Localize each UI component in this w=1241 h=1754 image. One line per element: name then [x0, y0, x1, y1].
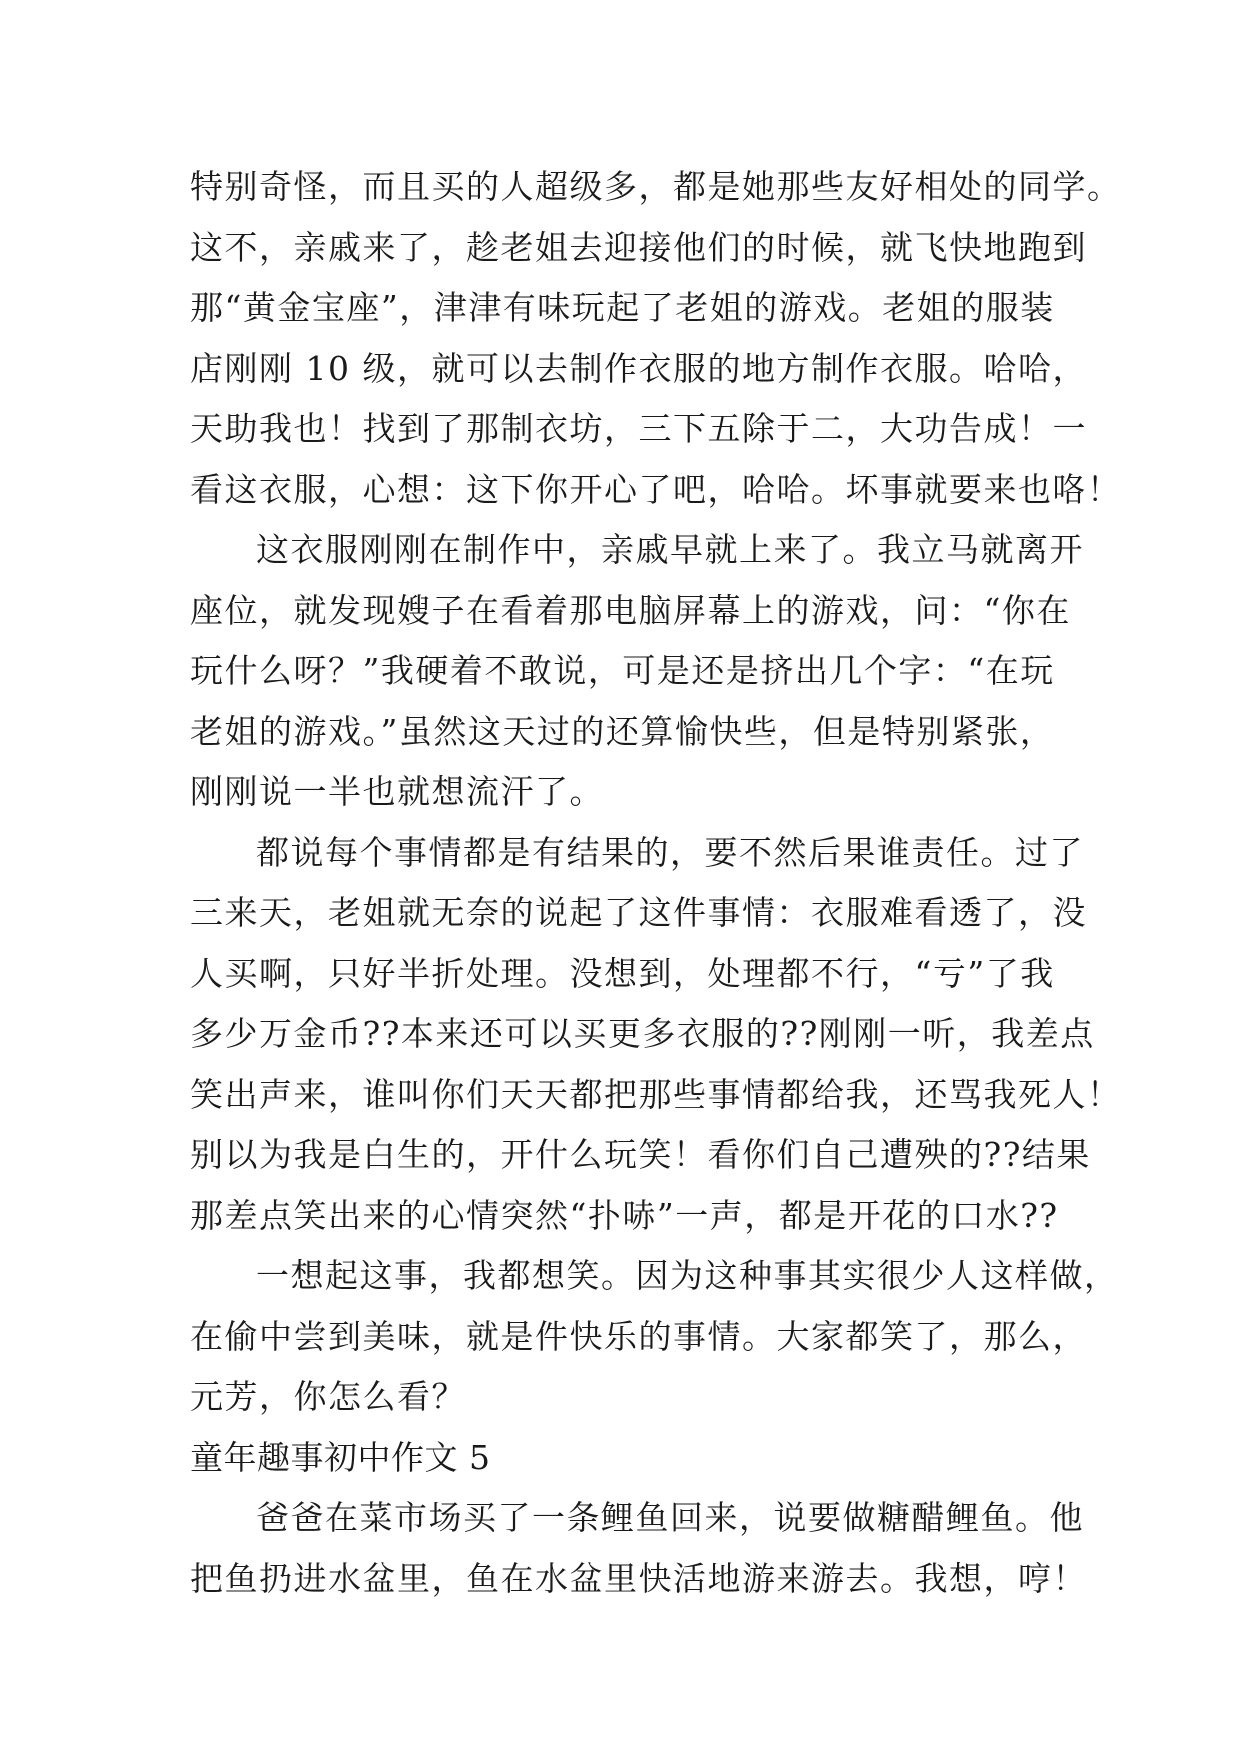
text-line: 人买啊，只好半折处理。没想到，处理都不行，“亏”了我: [190, 953, 1055, 993]
text-line: 这不，亲戚来了，趁老姐去迎接他们的时候，就飞快地跑到: [190, 227, 1087, 267]
text-line: 那差点笑出来的心情突然“扑哧”一声，都是开花的口水??: [190, 1195, 1059, 1235]
text-line: 刚刚说一半也就想流汗了。: [190, 772, 604, 811]
text-line: 别以为我是白生的，开什么玩笑！看你们自己遭殃的??结果: [190, 1135, 1091, 1174]
section-heading: 童年趣事初中作文 5: [190, 1437, 491, 1477]
text-line: 特别奇怪，而且买的人超级多，都是她那些友好相处的同学。: [190, 167, 1122, 206]
text-line: 玩什么呀？”我硬着不敢说，可是还是挤出几个字：“在玩: [190, 651, 1055, 690]
paragraph-first-line: 一想起这事，我都想笑。因为这种事其实很少人这样做，: [256, 1256, 1119, 1295]
text-line: 元芳，你怎么看？: [190, 1377, 466, 1416]
text-line: 座位，就发现嫂子在看着那电脑屏幕上的游戏，问：“你在: [190, 590, 1071, 630]
text-line: 老姐的游戏。”虽然这天过的还算愉快些，但是特别紧张，: [190, 711, 1055, 751]
text-line: 三来天，老姐就无奈的说起了这件事情：衣服难看透了，没: [190, 893, 1087, 932]
text-line: 在偷中尝到美味，就是件快乐的事情。大家都笑了，那么，: [190, 1316, 1087, 1356]
paragraph-first-line: 都说每个事情都是有结果的，要不然后果谁责任。过了: [256, 832, 1084, 872]
text-line: 天助我也！找到了那制衣坊，三下五除于二，大功告成！一: [190, 409, 1087, 448]
paragraph-first-line: 这衣服刚刚在制作中，亲戚早就上来了。我立马就离开: [256, 530, 1084, 569]
text-line: 那“黄金宝座”，津津有味玩起了老姐的游戏。老姐的服装: [190, 288, 1055, 327]
text-line: 店刚刚 10 级，就可以去制作衣服的地方制作衣服。哈哈，: [190, 348, 1087, 388]
paragraph-first-line: 爸爸在菜市场买了一条鲤鱼回来，说要做糖醋鲤鱼。他: [256, 1498, 1084, 1537]
text-line: 笑出声来，谁叫你们天天都把那些事情都给我，还骂我死人！: [190, 1074, 1122, 1114]
text-line: 把鱼扔进水盆里，鱼在水盆里快活地游来游去。我想，哼！: [190, 1558, 1087, 1598]
essay-text: [190, 157, 1122, 1609]
text-line: 多少万金币??本来还可以买更多衣服的??刚刚一听，我差点: [190, 1014, 1095, 1053]
text-line: 看这衣服，心想：这下你开心了吧，哈哈。坏事就要来也咯！: [190, 469, 1122, 509]
